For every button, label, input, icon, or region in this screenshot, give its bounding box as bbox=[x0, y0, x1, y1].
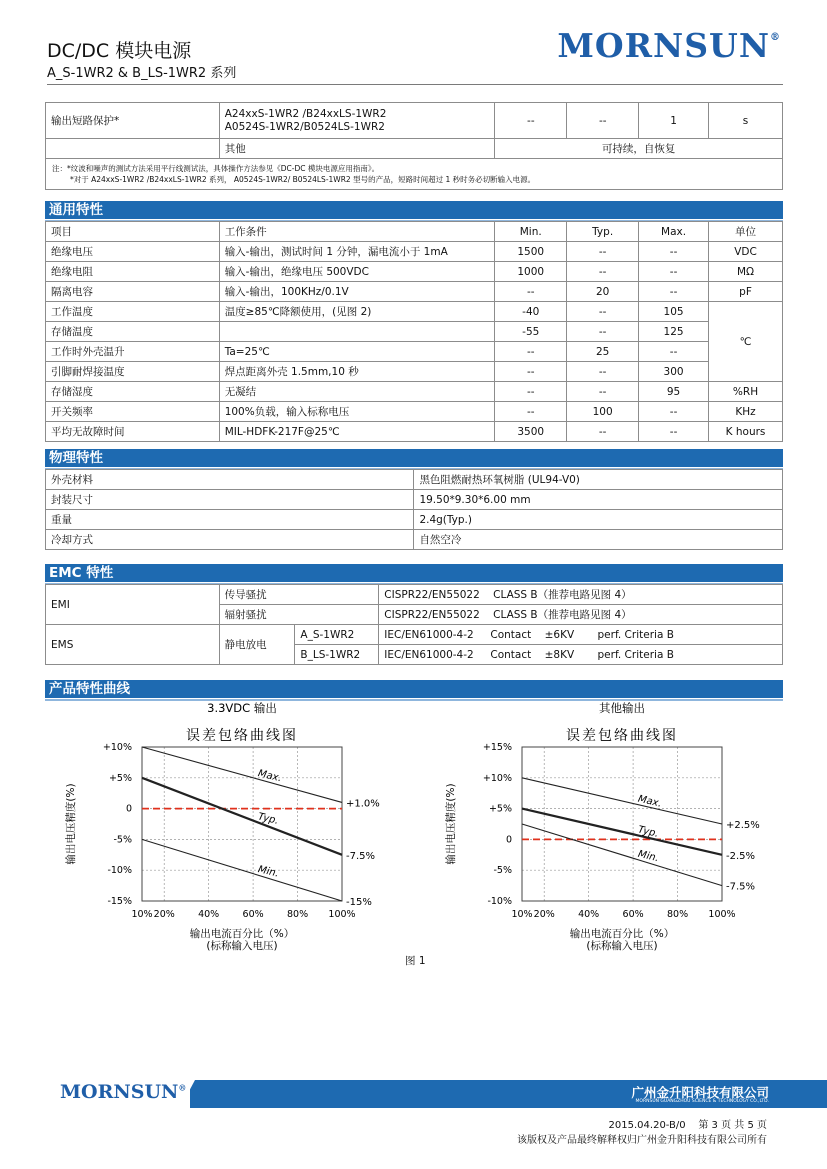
protection-min: -- bbox=[495, 103, 567, 139]
protection-table bbox=[45, 102, 783, 190]
general-row bbox=[46, 242, 783, 262]
general-row bbox=[46, 302, 783, 322]
general-row bbox=[46, 402, 783, 422]
physical-label: 外壳材料 bbox=[46, 470, 414, 490]
esd-label: 静电放电 bbox=[219, 625, 295, 665]
general-cell: 输入-输出，100KHz/0.1V bbox=[219, 282, 495, 302]
general-cell: -55 bbox=[495, 322, 567, 342]
physical-table bbox=[45, 469, 783, 550]
right-value-label: -7.5% bbox=[346, 850, 376, 862]
general-cell: 3500 bbox=[495, 422, 567, 442]
y-tick-label: +15% bbox=[482, 742, 512, 753]
general-table bbox=[45, 221, 783, 442]
general-header-cell: 单位 bbox=[709, 222, 783, 242]
general-cell: -40 bbox=[495, 302, 567, 322]
b-model: B_LS-1WR2 bbox=[295, 645, 379, 665]
x-tick-label: 100% bbox=[708, 909, 736, 920]
y-tick-label: +10% bbox=[102, 742, 132, 753]
general-row bbox=[46, 262, 783, 282]
b-std: IEC/EN61000-4-2 Contact ±8KV perf. Criteria B bbox=[379, 645, 783, 665]
footer-company-cn: 广州金升阳科技有限公司 bbox=[631, 1085, 769, 1100]
general-cell: MΩ bbox=[709, 262, 783, 282]
general-cell: 125 bbox=[639, 322, 709, 342]
physical-label: 重量 bbox=[46, 510, 414, 530]
general-cell: -- bbox=[639, 262, 709, 282]
general-cell: KHz bbox=[709, 402, 783, 422]
x-axis-subtitle: (标称输入电压) bbox=[206, 940, 278, 952]
brand-logo: MORNSUN® bbox=[557, 26, 781, 65]
physical-label: 冷却方式 bbox=[46, 530, 414, 550]
chart-title: 误差包络曲线图 bbox=[566, 728, 678, 744]
x-axis-subtitle: (标称输入电压) bbox=[586, 940, 658, 952]
error-envelope-chart-other bbox=[440, 700, 780, 955]
series-label: Max. bbox=[636, 793, 663, 810]
x-tick-label: 100% bbox=[328, 909, 356, 920]
physical-value: 19.50*9.30*6.00 mm bbox=[414, 490, 783, 510]
general-cell: -- bbox=[639, 282, 709, 302]
general-cell: 开关频率 bbox=[46, 402, 220, 422]
general-cell: 工作时外壳温升 bbox=[46, 342, 220, 362]
error-envelope-chart-3v3 bbox=[60, 700, 400, 955]
right-value-label: -15% bbox=[346, 897, 372, 908]
general-cell: MIL-HDFK-217F@25℃ bbox=[219, 422, 495, 442]
physical-row bbox=[46, 510, 783, 530]
footer-version-page bbox=[609, 1116, 767, 1131]
general-cell: 温度≥85℃降额使用，(见图 2) bbox=[219, 302, 495, 322]
y-axis-title: 输出电压精度(%) bbox=[65, 783, 77, 865]
y-tick-label: -15% bbox=[107, 896, 132, 907]
general-cell: 95 bbox=[639, 382, 709, 402]
x-tick-label: 40% bbox=[578, 909, 600, 920]
series-label: Typ. bbox=[636, 824, 660, 840]
footer-logo: MORNSUN® bbox=[60, 1081, 187, 1103]
y-tick-label: -10% bbox=[107, 865, 132, 877]
x-tick-label: 60% bbox=[622, 909, 644, 920]
x-tick-label: 80% bbox=[666, 909, 689, 920]
series-line-typ bbox=[522, 809, 722, 855]
physical-row bbox=[46, 490, 783, 510]
general-cell: -- bbox=[639, 342, 709, 362]
general-cell: 100 bbox=[567, 402, 639, 422]
general-cell: Ta=25℃ bbox=[219, 342, 495, 362]
general-cell: 存储湿度 bbox=[46, 382, 220, 402]
radiated-std: CISPR22/EN55022 CLASS B（推荐电路见图 4） bbox=[379, 605, 783, 625]
section-emc-title: EMC 特性 bbox=[45, 564, 783, 582]
ems-label: EMS bbox=[46, 625, 220, 665]
general-cell: 平均无故障时间 bbox=[46, 422, 220, 442]
x-axis-title: 输出电流百分比（%） bbox=[569, 928, 675, 940]
emi-label: EMI bbox=[46, 585, 220, 625]
general-cell: 绝缘电压 bbox=[46, 242, 220, 262]
series-line-max bbox=[522, 778, 722, 824]
general-cell: 25 bbox=[567, 342, 639, 362]
x-tick-label: 60% bbox=[242, 909, 264, 920]
general-cell: pF bbox=[709, 282, 783, 302]
general-cell: -- bbox=[639, 422, 709, 442]
general-row bbox=[46, 362, 783, 382]
right-value-label: -7.5% bbox=[726, 881, 756, 893]
general-cell: 引脚耐焊接温度 bbox=[46, 362, 220, 382]
plot-frame bbox=[522, 747, 722, 901]
general-cell: -- bbox=[567, 422, 639, 442]
protection-other: 其他 bbox=[219, 139, 495, 159]
general-row bbox=[46, 322, 783, 342]
protection-label: 输出短路保护* bbox=[46, 103, 220, 139]
footer-version: 2015.04.20-B/0 bbox=[608, 1120, 686, 1131]
y-tick-label: -5% bbox=[113, 834, 132, 846]
x-tick-label: 40% bbox=[198, 909, 220, 920]
general-cell: 焊点距离外壳 1.5mm,10 秒 bbox=[219, 362, 495, 382]
general-cell: 20 bbox=[567, 282, 639, 302]
physical-row bbox=[46, 470, 783, 490]
page-subtitle: A_S-1WR2 & B_LS-1WR2 系列 bbox=[47, 66, 237, 81]
x-axis-title: 输出电流百分比（%） bbox=[189, 928, 295, 940]
general-cell: 工作温度 bbox=[46, 302, 220, 322]
note-2: *对于 A24xxS-1WR2 /B24xxLS-1WR2 系列， A0524S-1WR2/ B0524LS-1WR2 型号的产品，短路时间超过 1 秒时务必切断输入电源。 bbox=[70, 175, 536, 184]
general-cell: VDC bbox=[709, 242, 783, 262]
general-header-cell: Max. bbox=[639, 222, 709, 242]
footer-copyright: 该版权及产品最终解释权归广州金升阳科技有限公司所有 bbox=[517, 1135, 767, 1146]
general-cell: 无凝结 bbox=[219, 382, 495, 402]
general-cell: -- bbox=[495, 402, 567, 422]
section-general-title: 通用特性 bbox=[45, 201, 783, 219]
y-tick-label: 0 bbox=[505, 834, 512, 846]
protection-max: 1 bbox=[639, 103, 709, 139]
general-cell: 1500 bbox=[495, 242, 567, 262]
protection-typ: -- bbox=[567, 103, 639, 139]
general-cell: 存储温度 bbox=[46, 322, 220, 342]
general-cell: 输入-输出，测试时间 1 分钟，漏电流小于 1mA bbox=[219, 242, 495, 262]
x-tick-label: 10% bbox=[511, 909, 533, 920]
x-tick-label: 20% bbox=[153, 909, 175, 920]
protection-cond-2: A0524S-1WR2/B0524LS-1WR2 bbox=[224, 120, 385, 133]
x-tick-label: 10% bbox=[131, 909, 153, 920]
y-tick-label: +10% bbox=[482, 772, 512, 784]
general-cell: -- bbox=[639, 242, 709, 262]
general-cell: -- bbox=[495, 382, 567, 402]
chart-subtitle: 其他输出 bbox=[599, 701, 645, 715]
physical-value: 黑色阻燃耐热环氧树脂 (UL94-V0) bbox=[414, 470, 783, 490]
section-physical-title: 物理特性 bbox=[45, 449, 783, 467]
right-value-label: -2.5% bbox=[726, 850, 756, 862]
general-cell: -- bbox=[567, 322, 639, 342]
y-tick-label: 0 bbox=[125, 803, 132, 815]
series-label: Min. bbox=[256, 864, 280, 880]
protection-unit: s bbox=[709, 103, 783, 139]
protection-other-value: 可持续，自恢复 bbox=[495, 139, 783, 159]
general-cell: 绝缘电阻 bbox=[46, 262, 220, 282]
general-cell: 隔离电容 bbox=[46, 282, 220, 302]
general-cell: %RH bbox=[709, 382, 783, 402]
series-label: Max. bbox=[256, 768, 283, 785]
radiated-label: 辐射骚扰 bbox=[219, 605, 379, 625]
series-line-max bbox=[142, 747, 342, 802]
chart-title: 误差包络曲线图 bbox=[186, 728, 298, 744]
series-label: Typ. bbox=[256, 811, 280, 827]
general-header-cell: Min. bbox=[495, 222, 567, 242]
general-row bbox=[46, 382, 783, 402]
general-row bbox=[46, 282, 783, 302]
header-divider bbox=[47, 84, 783, 85]
general-cell: -- bbox=[567, 262, 639, 282]
footer-page: 第 3 页 共 5 页 bbox=[698, 1120, 767, 1131]
general-row bbox=[46, 342, 783, 362]
temp-unit: ℃ bbox=[709, 302, 783, 382]
general-cell: -- bbox=[567, 242, 639, 262]
y-axis-title: 输出电压精度(%) bbox=[445, 783, 457, 865]
series-line-min bbox=[522, 824, 722, 886]
general-cell: -- bbox=[639, 402, 709, 422]
general-cell: 输入-输出，绝缘电压 500VDC bbox=[219, 262, 495, 282]
protection-cond-1: A24xxS-1WR2 /B24xxLS-1WR2 bbox=[224, 107, 387, 120]
physical-row bbox=[46, 530, 783, 550]
general-header-cell: 项目 bbox=[46, 222, 220, 242]
note-1: 注：*纹波和噪声的测试方法采用平行线测试法，具体操作方法参见《DC-DC 模块电源应用指南》。 bbox=[52, 164, 380, 173]
general-cell: -- bbox=[567, 302, 639, 322]
right-value-label: +1.0% bbox=[346, 798, 380, 810]
a-std: IEC/EN61000-4-2 Contact ±6KV perf. Criteria B bbox=[379, 625, 783, 645]
a-model: A_S-1WR2 bbox=[295, 625, 379, 645]
section-curves-title: 产品特性曲线 bbox=[45, 680, 783, 698]
general-cell: -- bbox=[495, 342, 567, 362]
emc-table bbox=[45, 584, 783, 665]
y-tick-label: -5% bbox=[493, 865, 512, 877]
y-tick-label: -10% bbox=[487, 896, 512, 907]
y-tick-label: +5% bbox=[108, 772, 132, 784]
page-title: DC/DC 模块电源 bbox=[47, 40, 192, 62]
general-cell: -- bbox=[495, 362, 567, 382]
general-cell: K hours bbox=[709, 422, 783, 442]
y-tick-label: +5% bbox=[488, 803, 512, 815]
conducted-label: 传导骚扰 bbox=[219, 585, 379, 605]
chart-subtitle: 3.3VDC 输出 bbox=[207, 701, 277, 715]
conducted-std: CISPR22/EN55022 CLASS B（推荐电路见图 4） bbox=[379, 585, 783, 605]
general-cell: -- bbox=[567, 362, 639, 382]
general-cell: 1000 bbox=[495, 262, 567, 282]
general-header-cell: Typ. bbox=[567, 222, 639, 242]
general-row bbox=[46, 422, 783, 442]
physical-value: 自然空冷 bbox=[414, 530, 783, 550]
physical-label: 封装尺寸 bbox=[46, 490, 414, 510]
general-cell: 300 bbox=[639, 362, 709, 382]
plot-frame bbox=[142, 747, 342, 901]
x-tick-label: 20% bbox=[533, 909, 555, 920]
x-tick-label: 80% bbox=[286, 909, 309, 920]
general-cell: -- bbox=[495, 282, 567, 302]
general-cell: 100%负载，输入标称电压 bbox=[219, 402, 495, 422]
right-value-label: +2.5% bbox=[726, 820, 760, 831]
general-header-cell: 工作条件 bbox=[219, 222, 495, 242]
footer-company-en: MORNSUN GUANGZHOU SCIENCE & TECHNOLOGY CO.,LTD. bbox=[635, 1099, 769, 1104]
series-label: Min. bbox=[636, 848, 660, 865]
figure-caption: 图 1 bbox=[405, 955, 426, 967]
series-line-typ bbox=[142, 778, 342, 855]
general-cell: -- bbox=[567, 382, 639, 402]
general-cell: 105 bbox=[639, 302, 709, 322]
physical-value: 2.4g(Typ.) bbox=[414, 510, 783, 530]
general-cell bbox=[219, 322, 495, 342]
